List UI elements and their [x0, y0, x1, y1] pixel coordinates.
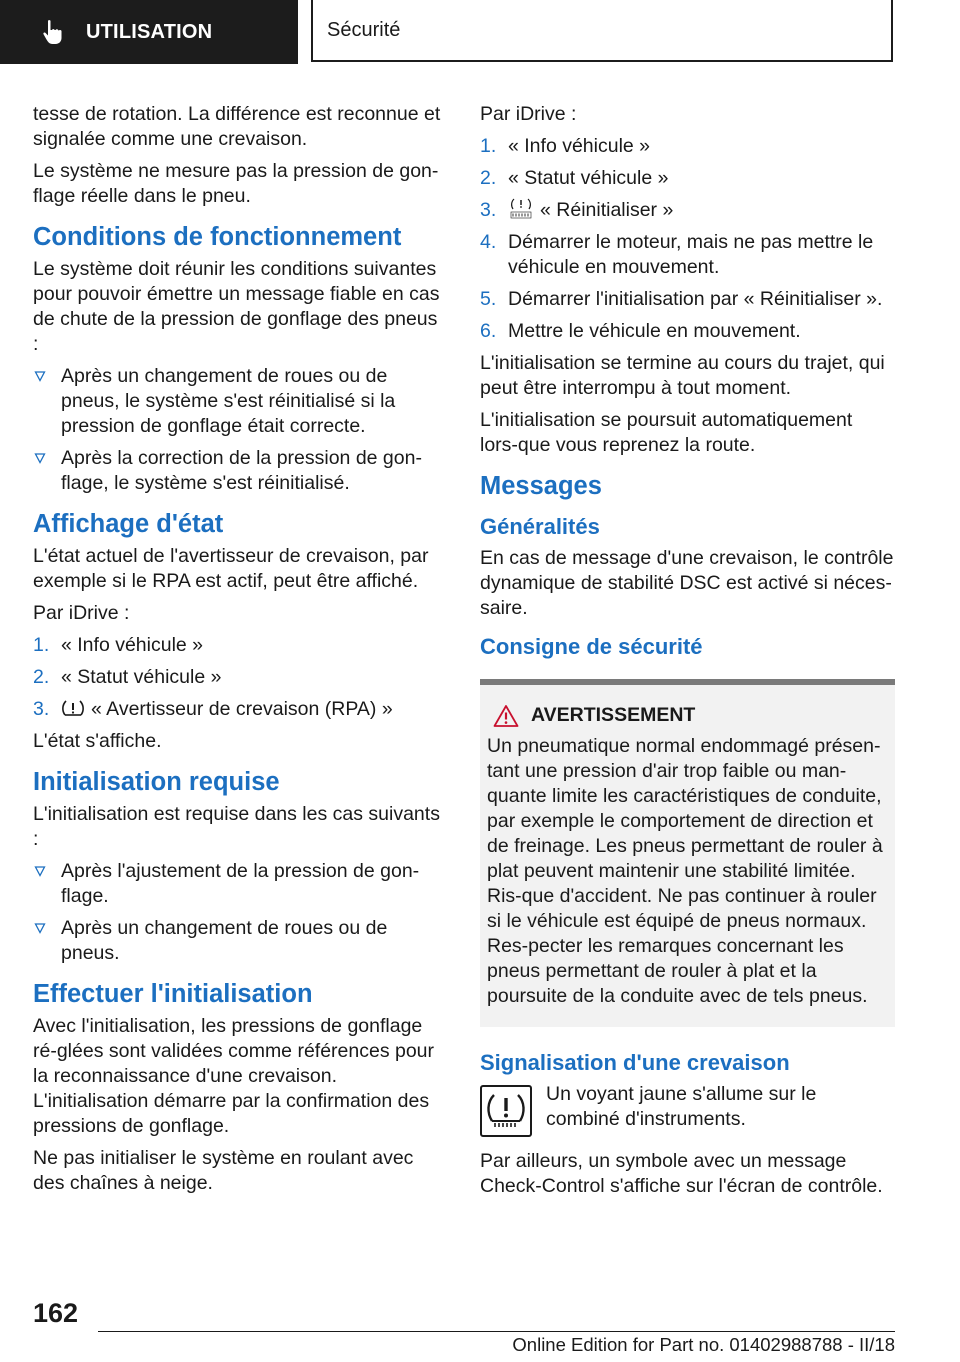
tire-warning-indicator	[480, 1085, 532, 1137]
warning-triangle-icon	[493, 704, 519, 728]
triangle-bullet-icon	[34, 370, 46, 382]
paragraph: Avec l'initialisation, les pressions de gonflage ré-glées sont validées comme références pour la reconnaissance d'une crevaison. L'initialisation démarre par la confirmation des pressions de gonflage.	[33, 1015, 435, 1137]
tire-pressure-warning-icon	[61, 699, 85, 719]
warning-header	[487, 703, 887, 728]
heading-affichage: Affichage d'état	[33, 510, 224, 538]
conditions-list	[33, 364, 447, 496]
chapter-label: UTILISATION	[86, 20, 213, 43]
list-item: 1. « Info véhicule »	[480, 135, 651, 157]
paragraph: Par iDrive :	[33, 602, 130, 624]
footer-divider	[98, 1331, 895, 1332]
pointing-hand-icon	[40, 19, 66, 45]
list-item: Après un changement de roues ou de pneus, le système s'est réinitialisé si la pression de gonflage était correcte.	[33, 364, 447, 439]
paragraph: Par iDrive :	[480, 103, 577, 125]
page-number: 162	[33, 1298, 79, 1328]
paragraph: Le système ne mesure pas la pression de gon-flage réelle dans le pneu.	[33, 160, 439, 207]
list-item: 1. « Info véhicule »	[33, 634, 204, 656]
paragraph: L'état actuel de l'avertisseur de crevaison, par exemple si le RPA est actif, peut être affiché.	[33, 545, 429, 592]
paragraph: Ne pas initialiser le système en roulant avec des chaînes à neige.	[33, 1147, 414, 1194]
triangle-bullet-icon	[34, 922, 46, 934]
list-item: 3. « Réinitialiser »	[480, 199, 674, 221]
list-item: 6. Mettre le véhicule en mouvement.	[480, 320, 801, 342]
heading-generalites: Généralités	[480, 514, 600, 539]
paragraph: tesse de rotation. La différence est reconnue et signalée comme une crevaison.	[33, 103, 441, 150]
list-item: 4. Démarrer le moteur, mais ne pas mettre le véhicule en mouvement.	[480, 231, 874, 278]
indicator-row	[480, 1082, 895, 1137]
paragraph: Par ailleurs, un symbole avec un message Check-Control s'affiche sur l'écran de contrôle.	[480, 1150, 883, 1197]
section-title: Sécurité	[311, 0, 893, 62]
paragraph: Un voyant jaune s'allume sur le combiné d'instruments.	[546, 1083, 817, 1130]
heading-init-requise: Initialisation requise	[33, 768, 280, 796]
list-item: 5. Démarrer l'initialisation par « Réinitialiser ».	[480, 288, 883, 310]
triangle-bullet-icon	[34, 865, 46, 877]
paragraph: Le système doit réunir les conditions suivantes pour pouvoir émettre un message fiable en cas de chute de la pression de gonflage des pneus :	[33, 258, 440, 355]
list-item: Après l'ajustement de la pression de gon-flage.	[33, 859, 447, 909]
init-list	[33, 859, 447, 966]
heading-conditions: Conditions de fonctionnement	[33, 223, 402, 251]
tire-reset-icon	[508, 198, 534, 220]
list-item: 2. « Statut véhicule »	[33, 666, 222, 688]
footer-edition: Online Edition for Part no. 01402988788 - II/18	[512, 1334, 895, 1355]
paragraph: L'initialisation se poursuit automatiquement lors-que vous reprenez la route.	[480, 409, 853, 456]
heading-effectuer: Effectuer l'initialisation	[33, 980, 313, 1008]
init-steps	[480, 134, 895, 344]
list-item: Après un changement de roues ou de pneus.	[33, 916, 447, 966]
list-item: Après la correction de la pression de gon-flage, le système s'est réinitialisé.	[33, 446, 447, 496]
right-column	[480, 102, 895, 1206]
paragraph: L'initialisation est requise dans les cas suivants :	[33, 803, 440, 850]
paragraph: L'état s'affiche.	[33, 730, 162, 752]
left-column	[33, 102, 447, 1203]
warning-text: Un pneumatique normal endommagé présen-tant une pression d'air trop faible ou man-quante limite les caractéristiques de conduite, par exemple le comportement de direction et de freinage. Les pneus permettant de rouler à plat peuvent maintenir une stabilité limitée. Ris-que d'accident. Ne pas continuer à rouler si le véhicule est équipé de pneus normaux. Res-pecter les remarques concernant les pneus permettant de rouler à plat et la poursuite de la conduite avec de tels pneus.	[487, 735, 883, 1007]
warning-box	[480, 679, 895, 1027]
heading-signalisation: Signalisation d'une crevaison	[480, 1050, 790, 1075]
list-item: 2. « Statut véhicule »	[480, 167, 669, 189]
heading-consigne: Consigne de sécurité	[480, 634, 703, 659]
paragraph: En cas de message d'une crevaison, le contrôle dynamique de stabilité DSC est activé si néces-saire.	[480, 547, 894, 619]
heading-messages: Messages	[480, 472, 602, 500]
paragraph: L'initialisation se termine au cours du trajet, qui peut être interrompu à tout moment.	[480, 352, 885, 399]
list-item: 3. « Avertisseur de crevaison (RPA) »	[33, 698, 393, 720]
chapter-tab	[0, 0, 298, 64]
tire-pressure-warning-icon	[485, 1092, 527, 1130]
affichage-steps	[33, 633, 447, 722]
warning-title: AVERTISSEMENT	[531, 704, 696, 726]
triangle-bullet-icon	[34, 452, 46, 464]
